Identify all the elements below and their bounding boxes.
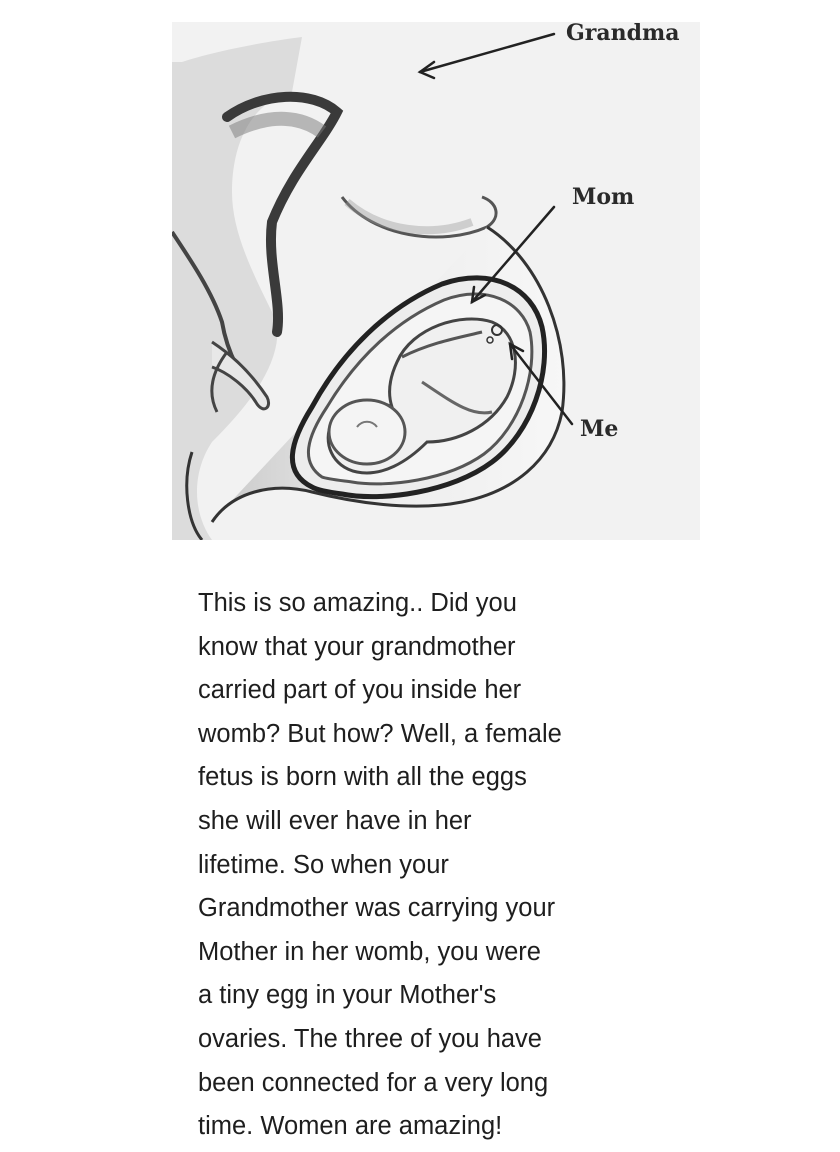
pregnancy-illustration: [172, 22, 700, 540]
caption-text: [198, 582, 678, 1149]
caption-line: Grandmother was carrying your: [198, 894, 556, 923]
caption-line: time. Women are amazing!: [198, 1112, 503, 1141]
caption-line: carried part of you inside her: [198, 676, 522, 705]
caption-line: lifetime. So when your: [198, 850, 449, 879]
label-me: Me: [580, 416, 619, 442]
caption-line: ovaries. The three of you have: [198, 1024, 542, 1053]
caption-line: fetus is born with all the eggs: [198, 763, 527, 792]
caption-line: know that your grandmother: [198, 632, 516, 661]
caption-line: been connected for a very long: [198, 1068, 549, 1097]
caption-line: she will ever have in her: [198, 806, 472, 835]
caption-line: Mother in her womb, you were: [198, 937, 541, 966]
label-grandma: Grandma: [566, 20, 680, 46]
caption-line: womb? But how? Well, a female: [198, 719, 562, 748]
caption-line: a tiny egg in your Mother's: [198, 981, 497, 1010]
label-mom: Mom: [572, 184, 635, 210]
caption-line: This is so amazing.. Did you: [198, 589, 517, 617]
